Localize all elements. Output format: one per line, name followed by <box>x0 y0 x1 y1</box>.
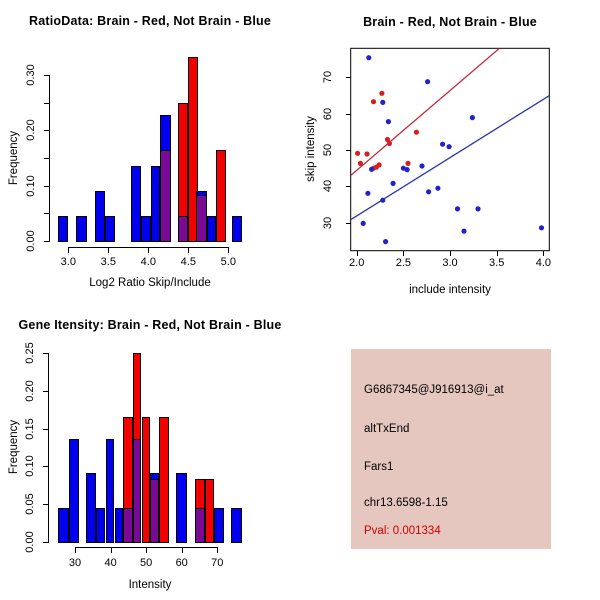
y-tick-label: 60 <box>322 107 334 120</box>
data-point-brain <box>405 161 410 166</box>
y-tick-label: 0.10 <box>24 455 36 478</box>
data-point-not-brain <box>386 119 391 124</box>
x-tick <box>357 251 358 256</box>
hist-bar-red <box>178 103 188 217</box>
y-tick-label: 0.25 <box>24 342 36 365</box>
y-tick-label: 0.30 <box>25 64 37 86</box>
y-tick <box>44 75 49 76</box>
data-point-not-brain <box>440 142 445 147</box>
hist-bar-blue <box>58 216 68 242</box>
pval-text: Pval: 0.001334 <box>364 525 441 537</box>
hist-bar-blue <box>207 216 217 242</box>
hist-bar-purple <box>150 479 159 543</box>
x-tick <box>68 248 69 253</box>
y-tick <box>346 223 351 224</box>
hist-bar-blue <box>231 508 242 543</box>
hist-bar-blue <box>160 115 170 150</box>
hist-bar-red <box>159 417 169 542</box>
y-tick <box>346 114 351 115</box>
data-point-brain <box>377 162 382 167</box>
data-point-brain <box>414 130 419 135</box>
data-point-brain <box>379 91 384 96</box>
hist-bar-red <box>216 150 226 242</box>
hist-bar-blue <box>86 473 96 543</box>
x-tick <box>111 548 112 553</box>
data-point-not-brain <box>365 191 370 196</box>
event-type: altTxEnd <box>364 423 410 435</box>
hist-bar-blue <box>150 473 159 480</box>
hist-bar-blue <box>76 216 86 242</box>
hist-bar-red <box>205 479 214 543</box>
hist-bar-blue <box>141 216 151 242</box>
panel-ratio-histogram <box>0 0 300 300</box>
x-tick <box>108 248 109 253</box>
y-tick-label: 0.10 <box>25 174 37 197</box>
info-box <box>351 349 551 549</box>
hist-bar-blue <box>105 216 115 242</box>
x-tick-label: 3.5 <box>489 257 505 269</box>
hist-bar-purple <box>195 508 205 543</box>
x-tick-label: 60 <box>175 557 188 569</box>
hist-bar-blue <box>196 191 206 196</box>
x-tick-label: 50 <box>139 557 153 569</box>
y-tick <box>44 103 49 104</box>
y-tick-label: 0.20 <box>24 380 36 402</box>
hist-bar-blue <box>69 439 79 543</box>
x-tick <box>188 248 189 253</box>
data-point-not-brain <box>425 79 430 84</box>
y-tick-label: 0.15 <box>24 417 36 440</box>
notbrain-fit-line <box>351 96 549 220</box>
hist-bar-blue <box>232 216 242 242</box>
x-tick <box>228 248 229 253</box>
data-point-not-brain <box>361 221 366 226</box>
data-point-not-brain <box>383 239 388 244</box>
y-tick <box>346 186 351 187</box>
hist-bar-blue <box>106 439 115 543</box>
x-tick <box>543 251 544 256</box>
x-tick-label: 2.5 <box>395 257 412 269</box>
data-point-not-brain <box>461 229 466 234</box>
y-tick-label: 40 <box>322 180 334 193</box>
x-axis-label: Log2 Ratio Skip/Include <box>89 277 211 289</box>
y-tick-label: 70 <box>322 71 334 84</box>
y-tick <box>43 391 48 392</box>
data-point-not-brain <box>539 225 544 230</box>
data-point-not-brain <box>419 163 424 168</box>
y-tick-label: 0.00 <box>24 530 36 553</box>
data-point-brain <box>355 151 360 156</box>
x-axis-label: include intensity <box>409 284 491 296</box>
x-tick <box>182 548 183 553</box>
y-tick <box>346 150 351 151</box>
x-tick-label: 5.0 <box>220 256 236 268</box>
y-tick-label: 0.05 <box>24 493 36 515</box>
x-tick <box>217 548 218 553</box>
hist-bar-purple <box>123 508 132 543</box>
hist-bar-blue <box>58 508 68 543</box>
hist-bar-blue <box>151 166 161 242</box>
y-tick <box>44 241 49 242</box>
hist-bar-red <box>142 417 151 542</box>
hist-bar-purple <box>196 195 206 242</box>
x-tick-label: 4.5 <box>180 256 196 268</box>
chart-title: Gene Itensity: Brain - Red, Not Brain - Blue <box>18 318 282 332</box>
hist-bar-blue <box>176 473 187 543</box>
hist-bar-blue <box>131 166 141 242</box>
x-tick-label: 3.5 <box>100 256 116 268</box>
data-point-not-brain <box>426 189 431 194</box>
probe-id: G6867345@J916913@i_at <box>364 384 504 396</box>
data-point-not-brain <box>435 186 440 191</box>
data-point-not-brain <box>455 206 460 211</box>
chart-title: RatioData: Brain - Red, Not Brain - Blue <box>28 14 272 28</box>
y-tick <box>43 353 48 354</box>
panel-gene-intensity-histogram <box>0 300 300 600</box>
x-tick-label: 2.0 <box>349 257 365 269</box>
hist-bar-red <box>123 417 132 508</box>
x-tick <box>75 548 76 553</box>
data-point-not-brain <box>391 181 396 186</box>
y-axis-label: skip intensity <box>305 116 317 182</box>
x-tick-label: 70 <box>211 557 224 569</box>
data-point-not-brain <box>475 206 480 211</box>
data-point-brain <box>364 151 369 156</box>
data-point-not-brain <box>470 115 475 120</box>
y-tick <box>44 158 49 159</box>
hist-bar-purple <box>133 439 142 543</box>
y-tick <box>43 504 48 505</box>
y-tick <box>44 130 49 131</box>
x-tick-label: 3.0 <box>60 256 76 268</box>
y-tick-label: 0.00 <box>25 230 37 252</box>
hist-bar-red <box>195 479 205 509</box>
y-tick-label: 50 <box>322 143 334 157</box>
panel-intensity-scatter <box>300 0 600 300</box>
data-point-not-brain <box>369 167 374 172</box>
y-tick <box>43 542 48 543</box>
x-tick <box>146 548 147 553</box>
x-tick <box>497 251 498 256</box>
chart-title: Brain - Red, Not Brain - Blue <box>363 15 537 29</box>
data-point-not-brain <box>405 167 410 172</box>
y-tick <box>43 429 48 430</box>
y-tick-label: 0.20 <box>25 119 37 142</box>
x-tick <box>403 251 404 256</box>
y-tick <box>44 186 49 187</box>
data-point-brain <box>371 99 376 104</box>
y-axis <box>49 75 50 242</box>
data-point-not-brain <box>380 100 385 105</box>
hist-bar-blue <box>214 508 224 543</box>
hist-bar-red <box>133 353 142 440</box>
x-tick-label: 4.0 <box>140 256 156 268</box>
data-point-not-brain <box>447 144 452 149</box>
y-tick <box>346 77 351 78</box>
brain-fit-line <box>351 48 499 175</box>
genomic-location: chr13.6598-1.15 <box>364 497 448 509</box>
x-tick <box>450 251 451 256</box>
y-tick <box>44 213 49 214</box>
x-tick-label: 30 <box>68 557 82 569</box>
y-tick-label: 30 <box>322 216 334 229</box>
y-axis-label: Frequency <box>8 419 20 475</box>
x-tick-label: 4.0 <box>535 257 552 269</box>
panel-event-info <box>300 300 600 600</box>
y-axis-label: Frequency <box>8 130 20 186</box>
hist-bar-blue <box>115 508 124 543</box>
x-tick-label: 40 <box>104 557 117 569</box>
hist-bar-blue <box>96 508 105 543</box>
x-axis-label: Intensity <box>128 579 172 591</box>
y-axis <box>48 353 49 542</box>
hist-bar-purple <box>160 150 170 242</box>
hist-bar-purple <box>178 216 188 242</box>
y-tick <box>43 466 48 467</box>
data-point-not-brain <box>366 55 371 60</box>
x-tick <box>148 248 149 253</box>
x-tick-label: 3.0 <box>442 257 458 269</box>
gene-symbol: Fars1 <box>364 461 394 473</box>
hist-bar-blue <box>95 191 105 242</box>
